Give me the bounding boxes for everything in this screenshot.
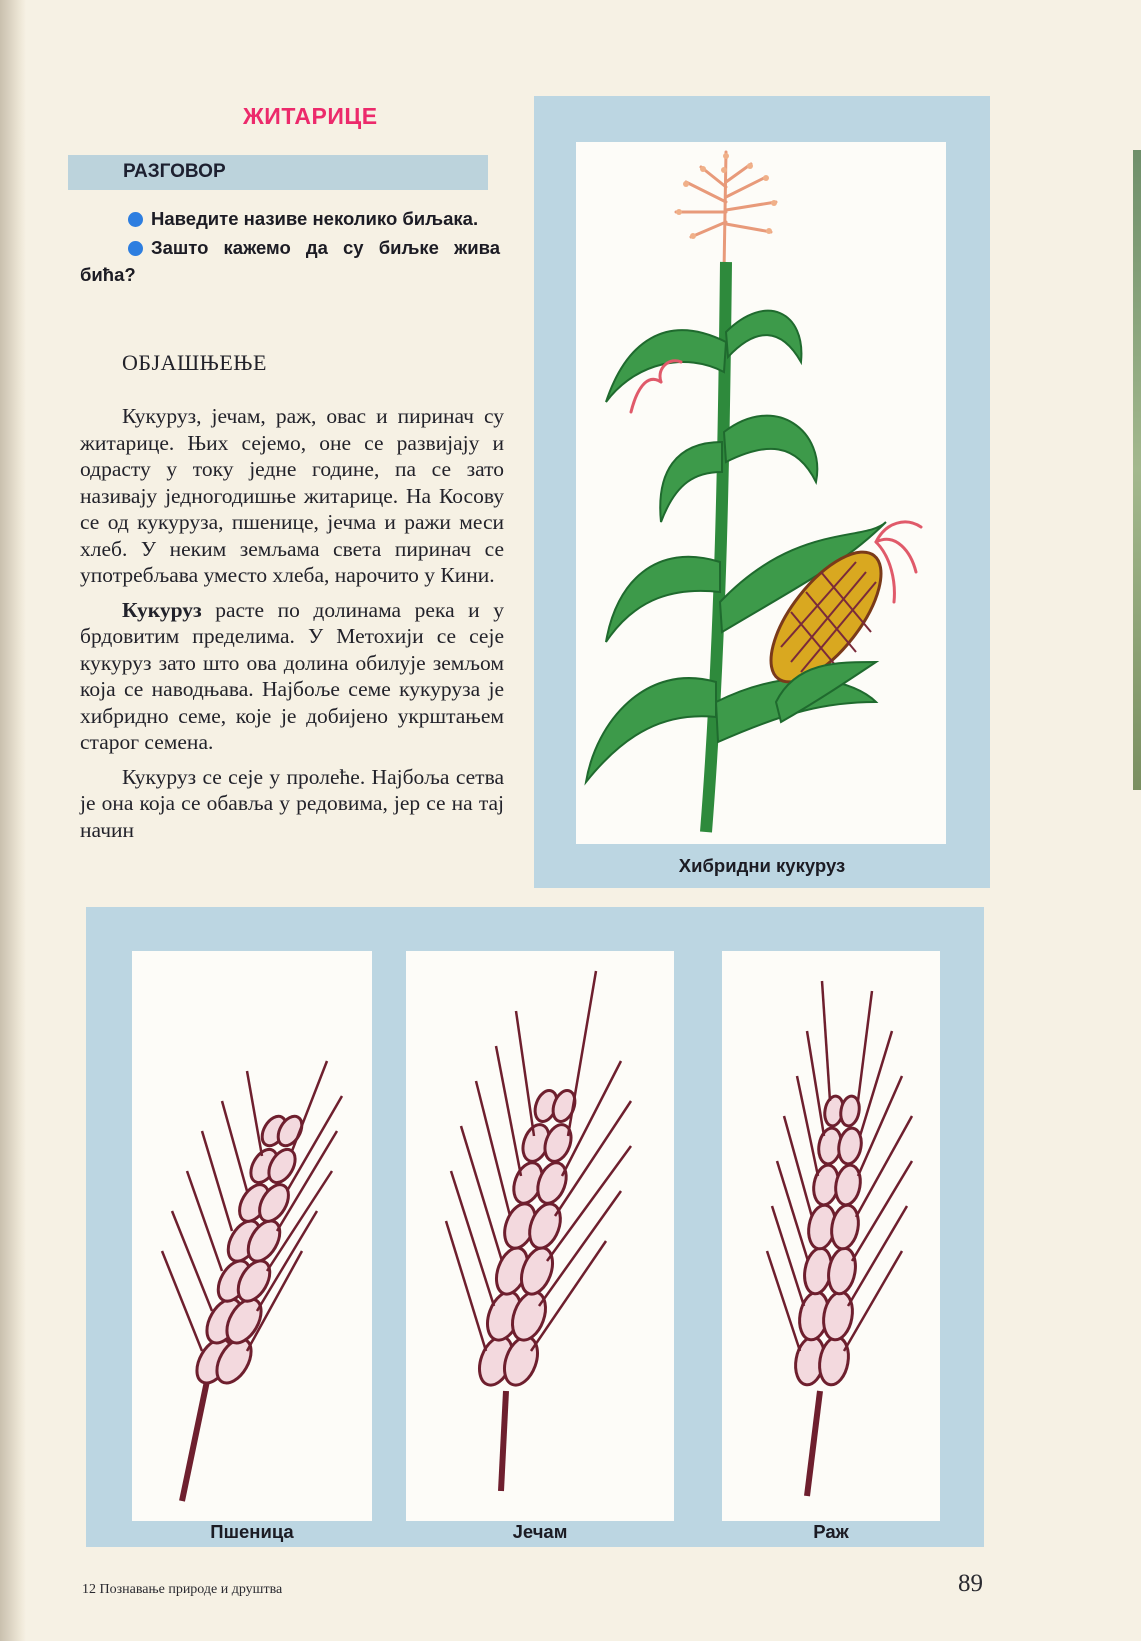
- bullet-icon: [128, 212, 143, 227]
- wheat-panel: [132, 951, 372, 1521]
- corn-caption: Хибридни кукуруз: [678, 855, 846, 876]
- wheat-ear-illustration: [132, 951, 372, 1521]
- barley-caption: Јечам: [512, 1521, 568, 1542]
- barley-ear-illustration: [406, 951, 674, 1521]
- bullet-icon: [128, 241, 143, 256]
- rye-caption: Раж: [813, 1521, 849, 1542]
- wheat-caption: Пшеница: [210, 1521, 294, 1542]
- bold-term: Кукуруз: [122, 597, 202, 622]
- question-item: [80, 234, 500, 288]
- explanation-text: [80, 403, 504, 851]
- corn-figure: [534, 96, 990, 888]
- rye-panel: [722, 951, 940, 1521]
- corn-plant-illustration: [576, 142, 946, 844]
- grains-figure: [86, 907, 984, 1547]
- question-item: [80, 205, 500, 232]
- page-gutter-shadow: [0, 0, 26, 1641]
- next-page-edge: [1133, 150, 1141, 790]
- paragraph: Кукуруз, јечам, раж, овас и пиринач су житарице. Њих сејемо, оне се развијају и одрасту у току једне године, па се зато називају једногодишње житарице. На Косову се од кукуруза, пшенице, јечма и ражи меси хлеб. У неким земљама света пиринач се употребљава уместо хлеба, нарочито у Кини.: [80, 404, 504, 587]
- rye-ear-illustration: [722, 951, 940, 1521]
- paragraph-text: расте по долинама река и у брдовитим пределима. У Метохији се сеје кукуруз зато што ова долина обилује земљом која се наводњава. Најбоље семе кукуруза је хибридно семе, које је добијено укрштањем старог семена.: [80, 597, 504, 754]
- section-bar: [68, 155, 488, 190]
- question-text: Наведите називе неколико биљака.: [151, 208, 479, 229]
- section-label: РАЗГОВОР: [123, 161, 226, 182]
- discussion-questions: [80, 205, 500, 290]
- barley-panel: [406, 951, 674, 1521]
- paragraph: [80, 597, 504, 756]
- page-title: ЖИТАРИЦЕ: [243, 103, 378, 129]
- corn-illustration-panel: [576, 142, 946, 844]
- explanation-heading: ОБЈАШЊЕЊЕ: [122, 350, 267, 375]
- paragraph: Кукуруз се сеје у пролеће. Најбоља сетва је она која се обавља у редовима, јер се на тај начин: [80, 764, 504, 842]
- footer-signature: 12 Познавање природе и друштва: [82, 1582, 283, 1597]
- page-number: 89: [958, 1570, 983, 1597]
- question-text: Зашто кажемо да су биљке жива бића?: [80, 237, 500, 285]
